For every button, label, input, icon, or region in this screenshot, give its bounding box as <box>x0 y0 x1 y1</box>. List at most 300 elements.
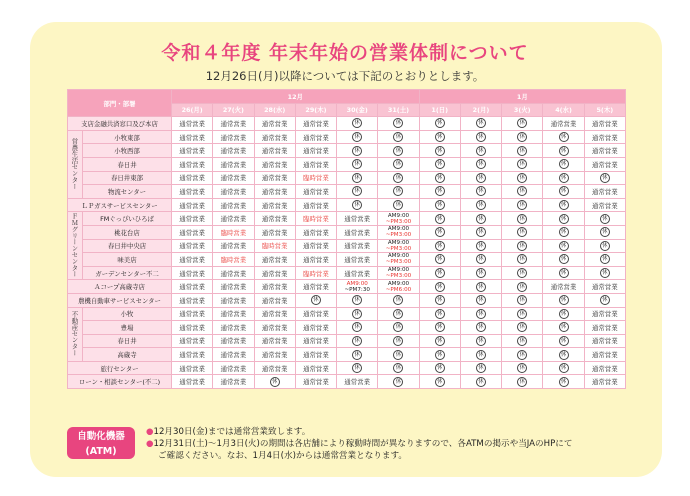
closed-circle: 休 <box>435 200 445 210</box>
status-cell: 通常営業 <box>295 361 336 375</box>
row-label: 春日井中央店 <box>83 239 172 253</box>
table-row <box>68 117 626 131</box>
closed-circle: 休 <box>517 132 527 142</box>
atm-badge-line1: 自動化機器 <box>77 431 125 442</box>
closed-cell <box>502 130 543 144</box>
status-cell: 通常営業 <box>584 348 625 362</box>
closed-cell <box>460 307 501 321</box>
closed-cell <box>543 185 584 199</box>
closed-cell <box>543 171 584 185</box>
closed-circle: 休 <box>517 118 527 128</box>
status-cell: 通常営業 <box>337 253 378 267</box>
status-cell: 臨時営業 <box>213 225 254 239</box>
day-header: 5(木) <box>584 103 625 117</box>
month-header-dec: 12月 <box>172 90 420 104</box>
closed-cell <box>378 130 419 144</box>
closed-circle: 休 <box>435 227 445 237</box>
closed-circle: 休 <box>476 309 486 319</box>
closed-circle: 休 <box>435 159 445 169</box>
closed-circle: 休 <box>559 241 569 251</box>
closed-circle: 休 <box>517 186 527 196</box>
closed-circle: 休 <box>476 350 486 360</box>
group-label-text: ＦＭグリーンセンター <box>70 212 79 277</box>
status-cell: 通常営業 <box>337 375 378 389</box>
table-row <box>68 321 626 335</box>
closed-cell <box>460 253 501 267</box>
closed-cell <box>502 253 543 267</box>
dept-header: 部門・部署 <box>68 90 172 117</box>
closed-circle: 休 <box>559 309 569 319</box>
closed-circle: 休 <box>600 295 610 305</box>
status-cell: 通常営業 <box>254 185 295 199</box>
closed-cell <box>460 198 501 212</box>
row-label: ＬＰガスサービスセンター <box>68 198 172 212</box>
status-cell: 通常営業 <box>584 307 625 321</box>
closed-circle: 休 <box>352 350 362 360</box>
table-row <box>68 266 626 280</box>
closed-cell <box>460 130 501 144</box>
day-header: 30(金) <box>337 103 378 117</box>
page-title: 令和４年度 年末年始の営業体制について <box>161 42 529 64</box>
status-cell: 臨時営業 <box>213 253 254 267</box>
closed-cell <box>543 361 584 375</box>
closed-circle: 休 <box>393 200 403 210</box>
closed-circle: 休 <box>435 173 445 183</box>
status-cell: 通常営業 <box>295 157 336 171</box>
row-label: 春日井東部 <box>83 171 172 185</box>
status-cell: 通常営業 <box>584 130 625 144</box>
status-cell: 通常営業 <box>172 348 213 362</box>
closed-cell <box>378 171 419 185</box>
closed-circle: 休 <box>476 132 486 142</box>
closed-cell <box>378 307 419 321</box>
closed-circle: 休 <box>270 377 280 387</box>
status-cell: 通常営業 <box>254 321 295 335</box>
closed-circle: 休 <box>517 350 527 360</box>
closed-circle: 休 <box>435 322 445 332</box>
row-label: 春日井 <box>83 334 172 348</box>
closed-cell <box>419 361 460 375</box>
day-header: 31(土) <box>378 103 419 117</box>
status-cell: 通常営業 <box>295 185 336 199</box>
closed-cell <box>460 334 501 348</box>
closed-cell <box>502 307 543 321</box>
status-cell: 通常営業 <box>172 361 213 375</box>
closed-cell <box>543 348 584 362</box>
closed-cell <box>460 212 501 226</box>
closed-circle: 休 <box>393 363 403 373</box>
row-label: 小牧西部 <box>83 144 172 158</box>
closed-cell <box>378 334 419 348</box>
status-cell: 通常営業 <box>584 361 625 375</box>
status-cell: 通常営業 <box>172 130 213 144</box>
table-row <box>68 293 626 307</box>
closed-cell <box>419 171 460 185</box>
status-cell: 通常営業 <box>172 375 213 389</box>
status-cell: 通常営業 <box>172 157 213 171</box>
closed-cell <box>337 185 378 199</box>
closed-cell <box>419 185 460 199</box>
status-cell: 通常営業 <box>295 307 336 321</box>
month-header-jan: 1月 <box>419 90 625 104</box>
closed-circle: 休 <box>600 268 610 278</box>
closed-cell <box>543 293 584 307</box>
row-label: 小牧東部 <box>83 130 172 144</box>
hours-text: ~PM3:00 <box>385 273 412 280</box>
table-row <box>68 375 626 389</box>
closed-cell <box>502 198 543 212</box>
status-cell: 通常営業 <box>213 321 254 335</box>
group-label-text: 不動産センター <box>70 310 79 356</box>
status-cell: 臨時営業 <box>295 212 336 226</box>
closed-circle: 休 <box>476 186 486 196</box>
closed-cell <box>337 130 378 144</box>
row-label: 桃花台店 <box>83 225 172 239</box>
atm-badge-line2: (ATM) <box>85 446 117 457</box>
status-cell: 通常営業 <box>584 375 625 389</box>
status-cell: 通常営業 <box>213 334 254 348</box>
closed-cell <box>584 225 625 239</box>
status-cell: 通常営業 <box>172 280 213 294</box>
hours-text: ~PM3:00 <box>385 218 412 225</box>
hours-cell <box>378 266 419 280</box>
closed-circle: 休 <box>559 363 569 373</box>
status-cell: 通常営業 <box>254 253 295 267</box>
closed-circle: 休 <box>393 186 403 196</box>
closed-circle: 休 <box>559 200 569 210</box>
closed-circle: 休 <box>393 322 403 332</box>
day-header: 4(水) <box>543 103 584 117</box>
closed-circle: 休 <box>352 118 362 128</box>
closed-cell <box>543 307 584 321</box>
closed-cell <box>460 293 501 307</box>
closed-circle: 休 <box>476 322 486 332</box>
closed-circle: 休 <box>435 336 445 346</box>
closed-cell <box>419 253 460 267</box>
row-label: 物流センター <box>83 185 172 199</box>
hours-text: ~PM3:00 <box>385 232 412 239</box>
status-cell: 通常営業 <box>295 198 336 212</box>
closed-cell <box>419 212 460 226</box>
status-cell: 通常営業 <box>254 266 295 280</box>
closed-circle: 休 <box>435 282 445 292</box>
status-cell: 通常営業 <box>213 361 254 375</box>
day-header: 29(木) <box>295 103 336 117</box>
closed-circle: 休 <box>352 295 362 305</box>
day-header: 26(月) <box>172 103 213 117</box>
closed-circle: 休 <box>476 241 486 251</box>
status-cell: 通常営業 <box>295 253 336 267</box>
closed-cell <box>419 307 460 321</box>
closed-circle: 休 <box>352 363 362 373</box>
closed-cell <box>584 253 625 267</box>
closed-circle: 休 <box>476 173 486 183</box>
closed-circle: 休 <box>476 214 486 224</box>
status-cell: 通常営業 <box>254 348 295 362</box>
status-cell: 通常営業 <box>172 321 213 335</box>
status-cell: 通常営業 <box>172 253 213 267</box>
closed-cell <box>460 225 501 239</box>
status-cell: 通常営業 <box>254 334 295 348</box>
status-cell: 通常営業 <box>295 348 336 362</box>
closed-cell <box>337 144 378 158</box>
closed-circle: 休 <box>352 309 362 319</box>
hours-text: ~PM7:30 <box>344 286 370 293</box>
closed-circle: 休 <box>393 377 403 387</box>
closed-cell <box>337 348 378 362</box>
status-cell: 通常営業 <box>213 185 254 199</box>
closed-cell <box>419 130 460 144</box>
hours-text: AM9:00 <box>387 212 410 219</box>
closed-cell <box>378 375 419 389</box>
closed-cell <box>419 280 460 294</box>
status-cell: 通常営業 <box>213 375 254 389</box>
table-row <box>68 130 626 144</box>
status-cell: 通常営業 <box>254 293 295 307</box>
closed-cell <box>337 334 378 348</box>
closed-circle: 休 <box>352 200 362 210</box>
status-cell: 通常営業 <box>584 321 625 335</box>
closed-circle: 休 <box>393 132 403 142</box>
closed-circle: 休 <box>517 146 527 156</box>
closed-circle: 休 <box>435 146 445 156</box>
hours-text: ~PM3:00 <box>385 245 412 252</box>
closed-cell <box>460 157 501 171</box>
atm-notes <box>146 426 626 462</box>
table-row <box>68 361 626 375</box>
closed-cell <box>419 321 460 335</box>
status-cell: 通常営業 <box>337 239 378 253</box>
closed-circle: 休 <box>517 241 527 251</box>
status-cell: 通常営業 <box>254 157 295 171</box>
closed-cell <box>460 375 501 389</box>
closed-cell <box>502 212 543 226</box>
closed-circle: 休 <box>311 295 321 305</box>
closed-circle: 休 <box>393 173 403 183</box>
closed-cell <box>502 293 543 307</box>
closed-cell <box>254 375 295 389</box>
hours-text: AM9:00 <box>387 239 410 246</box>
closed-circle: 休 <box>393 336 403 346</box>
status-cell: 通常営業 <box>254 212 295 226</box>
note-line-1: 12月30日(金)までは通常営業致します。 <box>153 427 311 437</box>
status-cell: 通常営業 <box>254 361 295 375</box>
closed-cell <box>460 321 501 335</box>
closed-cell <box>419 348 460 362</box>
status-cell: 通常営業 <box>172 117 213 131</box>
closed-circle: 休 <box>559 159 569 169</box>
closed-cell <box>502 239 543 253</box>
closed-cell <box>378 198 419 212</box>
closed-cell <box>502 185 543 199</box>
closed-cell <box>502 375 543 389</box>
closed-circle: 休 <box>559 268 569 278</box>
closed-circle: 休 <box>600 227 610 237</box>
status-cell: 通常営業 <box>213 171 254 185</box>
status-cell: 通常営業 <box>295 144 336 158</box>
status-cell: 通常営業 <box>295 321 336 335</box>
note-line-3: ご確認ください。なお、1月4日(水)からは通常営業となります。 <box>158 451 407 461</box>
status-cell: 通常営業 <box>295 334 336 348</box>
closed-cell <box>543 225 584 239</box>
status-cell: 通常営業 <box>172 239 213 253</box>
status-cell: 臨時営業 <box>295 171 336 185</box>
table-row <box>68 334 626 348</box>
closed-cell <box>419 117 460 131</box>
closed-circle: 休 <box>559 227 569 237</box>
table-row <box>68 198 626 212</box>
closed-circle: 休 <box>435 268 445 278</box>
closed-cell <box>584 171 625 185</box>
closed-circle: 休 <box>435 377 445 387</box>
row-label: Ａコープ高蔵寺店 <box>68 280 172 294</box>
closed-cell <box>502 266 543 280</box>
closed-cell <box>460 361 501 375</box>
status-cell: 通常営業 <box>213 144 254 158</box>
status-cell: 通常営業 <box>254 144 295 158</box>
closed-cell <box>502 225 543 239</box>
closed-cell <box>584 293 625 307</box>
status-cell: 通常営業 <box>172 198 213 212</box>
closed-cell <box>419 375 460 389</box>
closed-circle: 休 <box>476 254 486 264</box>
closed-circle: 休 <box>352 132 362 142</box>
bullet-icon: ● <box>146 427 154 437</box>
atm-badge <box>67 427 135 459</box>
status-cell: 通常営業 <box>584 144 625 158</box>
closed-cell <box>419 198 460 212</box>
table-row <box>68 280 626 294</box>
closed-cell <box>543 157 584 171</box>
closed-cell <box>502 348 543 362</box>
closed-circle: 休 <box>435 118 445 128</box>
row-label: 豊場 <box>83 321 172 335</box>
hours-text: AM9:00 <box>346 280 368 287</box>
closed-cell <box>460 280 501 294</box>
table-row <box>68 157 626 171</box>
closed-cell <box>378 157 419 171</box>
closed-cell <box>337 361 378 375</box>
status-cell: 通常営業 <box>172 266 213 280</box>
closed-cell <box>502 280 543 294</box>
closed-circle: 休 <box>393 309 403 319</box>
closed-cell <box>419 144 460 158</box>
closed-cell <box>460 348 501 362</box>
status-cell: 通常営業 <box>213 212 254 226</box>
closed-circle: 休 <box>435 241 445 251</box>
bullet-icon: ● <box>146 439 154 449</box>
closed-circle: 休 <box>517 377 527 387</box>
row-label: ガーデンセンター不二 <box>83 266 172 280</box>
closed-circle: 休 <box>517 214 527 224</box>
status-cell: 通常営業 <box>213 130 254 144</box>
closed-cell <box>419 225 460 239</box>
row-label: 味美店 <box>83 253 172 267</box>
closed-circle: 休 <box>600 254 610 264</box>
closed-cell <box>337 307 378 321</box>
status-cell: 通常営業 <box>254 130 295 144</box>
closed-circle: 休 <box>352 146 362 156</box>
day-header: 2(月) <box>460 103 501 117</box>
closed-cell <box>460 239 501 253</box>
table-row <box>68 239 626 253</box>
closed-cell <box>584 239 625 253</box>
closed-cell <box>460 185 501 199</box>
closed-circle: 休 <box>559 186 569 196</box>
closed-cell <box>502 117 543 131</box>
status-cell: 通常営業 <box>172 185 213 199</box>
closed-circle: 休 <box>435 214 445 224</box>
row-label: 旅行センター <box>68 361 172 375</box>
closed-circle: 休 <box>517 363 527 373</box>
closed-cell <box>460 117 501 131</box>
status-cell: 通常営業 <box>254 117 295 131</box>
closed-circle: 休 <box>476 268 486 278</box>
closed-circle: 休 <box>435 309 445 319</box>
closed-cell <box>460 171 501 185</box>
closed-circle: 休 <box>435 254 445 264</box>
status-cell: 通常営業 <box>172 293 213 307</box>
closed-circle: 休 <box>600 214 610 224</box>
day-header: 27(火) <box>213 103 254 117</box>
closed-circle: 休 <box>517 173 527 183</box>
closed-cell <box>502 144 543 158</box>
status-cell: 通常営業 <box>337 212 378 226</box>
hours-cell <box>378 253 419 267</box>
closed-cell <box>419 334 460 348</box>
closed-cell <box>543 253 584 267</box>
status-cell: 通常営業 <box>254 198 295 212</box>
day-header: 1(日) <box>419 103 460 117</box>
closed-cell <box>460 266 501 280</box>
closed-cell <box>378 321 419 335</box>
closed-circle: 休 <box>559 350 569 360</box>
status-cell: 通常営業 <box>213 157 254 171</box>
closed-cell <box>502 171 543 185</box>
table-row <box>68 348 626 362</box>
closed-circle: 休 <box>393 350 403 360</box>
hours-cell <box>337 280 378 294</box>
closed-cell <box>337 198 378 212</box>
closed-circle: 休 <box>435 363 445 373</box>
closed-cell <box>378 185 419 199</box>
status-cell: 通常営業 <box>172 225 213 239</box>
status-cell: 通常営業 <box>172 334 213 348</box>
table-row <box>68 212 626 226</box>
closed-circle: 休 <box>476 118 486 128</box>
status-cell: 通常営業 <box>584 280 625 294</box>
group-label <box>68 307 83 361</box>
closed-circle: 休 <box>559 214 569 224</box>
closed-cell <box>337 157 378 171</box>
row-label: FMぐっぴいひろば <box>83 212 172 226</box>
closed-circle: 休 <box>600 173 610 183</box>
group-label <box>68 212 83 280</box>
row-label: ローン・相談センター(不二) <box>68 375 172 389</box>
table-row <box>68 171 626 185</box>
closed-cell <box>378 361 419 375</box>
closed-circle: 休 <box>559 173 569 183</box>
hours-cell <box>378 239 419 253</box>
status-cell: 通常営業 <box>254 225 295 239</box>
status-cell: 通常営業 <box>213 117 254 131</box>
closed-circle: 休 <box>435 186 445 196</box>
page-subtitle: 12月26日(月)以降については下記のとおりとします。 <box>205 69 485 83</box>
row-label: 高蔵寺 <box>83 348 172 362</box>
status-cell: 通常営業 <box>295 225 336 239</box>
hours-text: ~PM6:00 <box>385 286 412 293</box>
status-cell: 通常営業 <box>584 117 625 131</box>
